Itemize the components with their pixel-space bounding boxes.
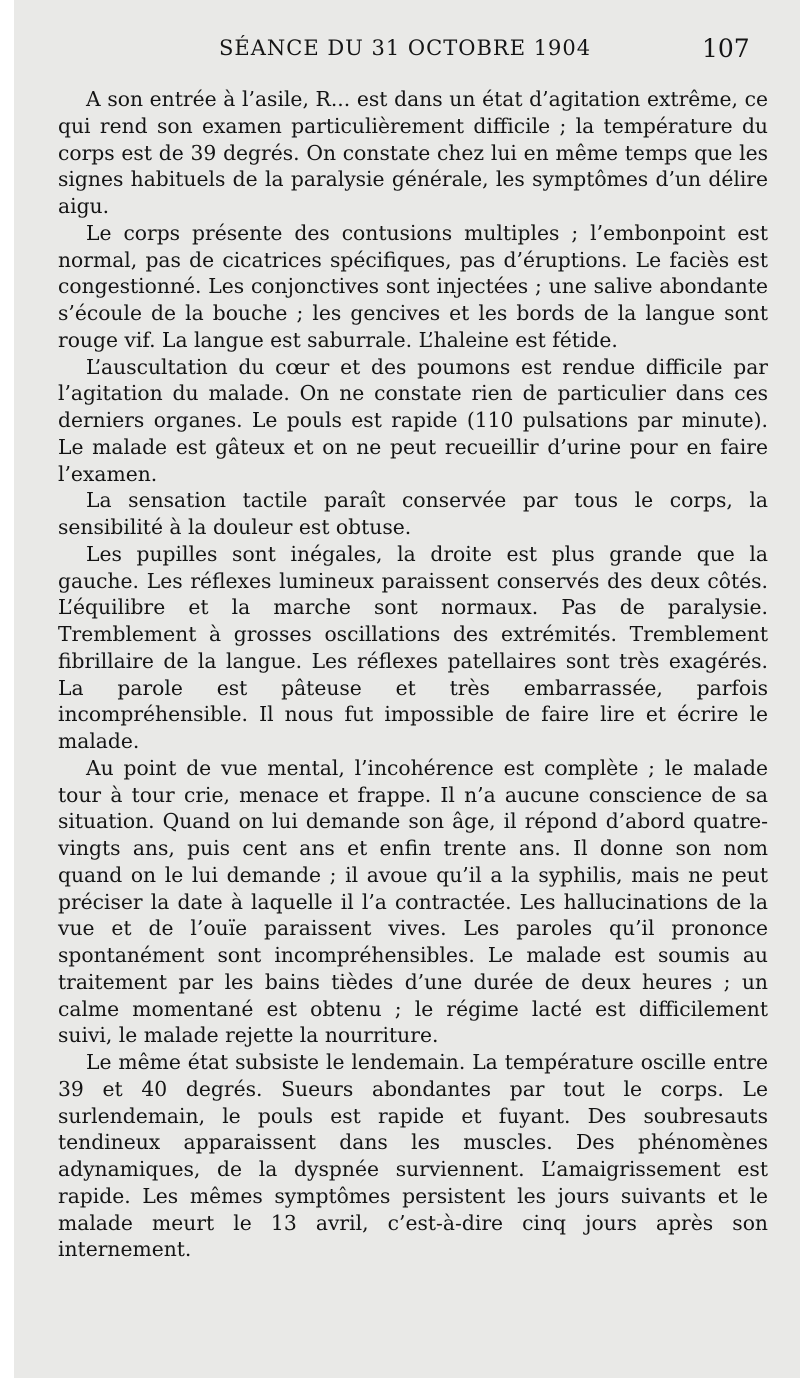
paragraph-auscultation: L’auscultation du cœur et des poumons est rendue difficile par l’agitation du malade. On ne constate rien de particulier dans ces derniers organes. Le pouls est rapide (110 pulsations par minute). Le malade est gâteux et on ne peut recueillir d’urine pour en faire l’examen. xyxy=(58,354,768,486)
page-margin xyxy=(0,0,14,1378)
running-head: SÉANCE DU 31 OCTOBRE 1904 xyxy=(219,36,592,60)
page-header xyxy=(14,36,800,76)
paragraph-physical-exam: Le corps présente des contusions multiples ; l’embonpoint est normal, pas de cicatrices spécifiques, pas d’éruptions. Le faciès est congestionné. Les conjonctives sont injectées ; une salive abondante s’écoule de la bouche ; les gencives et les bords de la langue sont rouge vif. La langue est saburrale. L’haleine est fétide. xyxy=(58,220,768,352)
paragraph-admission: A son entrée à l’asile, R... est dans un état d’agitation extrême, ce qui rend son examen particulièrement difficile ; la température du corps est de 39 degrés. On constate chez lui en même temps que les signes habituels de la paralysie générale, les symptômes d’un délire aigu. xyxy=(58,87,768,218)
book-page xyxy=(14,0,800,1378)
paragraph-sensation: La sensation tactile paraît conservée par tous le corps, la sensibilité à la douleur est obtuse. xyxy=(58,488,768,539)
paragraph-neurological: Les pupilles sont inégales, la droite est plus grande que la gauche. Les réflexes lumineux paraissent conservés des deux côtés. L’équilibre et la marche sont normaux. Pas de paralysie. Tremblement à grosses oscillations des extrémités. Tremblement fibrillaire de la langue. Les réflexes patellaires sont très exagérés. La parole est pâteuse et très embarrassée, parfois incompréhensible. Il nous fut impossible de faire lire et écrire le malade. xyxy=(58,541,768,753)
text-body xyxy=(58,86,768,1263)
paragraph-outcome: Le même état subsiste le lendemain. La température oscille entre 39 et 40 degrés. Sueurs abondantes par tout le corps. Le surlendemain, le pouls est rapide et fuyant. Des soubresauts tendineux apparaissent dans les muscles. Des phénomènes adynamiques, de la dyspnée surviennent. L’amaigrissement est rapide. Les mêmes symptômes persistent les jours suivants et le malade meurt le 13 avril, c’est-à-dire cinq jours après son internement. xyxy=(58,1050,768,1262)
paragraph-mental-state: Au point de vue mental, l’incohérence est complète ; le malade tour à tour crie, menace et frappe. Il n’a aucune conscience de sa situation. Quand on lui demande son âge, il répond d’abord quatre-vingts ans, puis cent ans et enfin trente ans. Il donne son nom quand on le lui demande ; il avoue qu’il a la syphilis, mais ne peut préciser la date à laquelle il l’a contractée. Les hallucinations de la vue et de l’ouïe paraissent vives. Les paroles qu’il prononce spontanément sont incompréhensibles. Le malade est soumis au traitement par les bains tièdes d’une durée de deux heures ; un calme momentané est obtenu ; le régime lacté est difficilement suivi, le malade rejette la nourriture. xyxy=(58,755,768,1048)
page-number: 107 xyxy=(702,34,750,63)
